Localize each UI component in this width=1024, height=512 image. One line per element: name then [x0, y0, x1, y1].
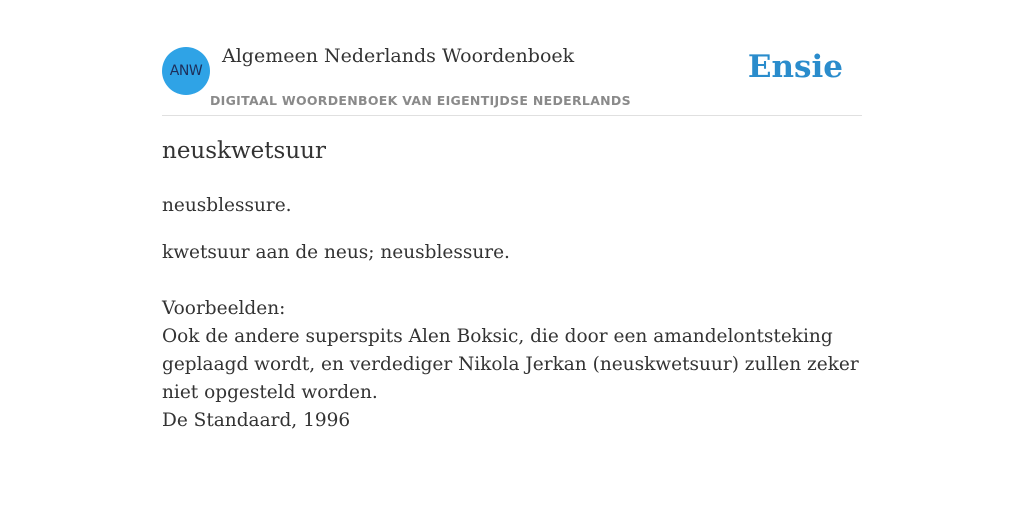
example-text: Ook de andere superspits Alen Boksic, die door een amandelontsteking geplaagd wordt, en verdediger Nikola Jerkan (neuskwetsuur) zullen zeker niet opgesteld worden. [162, 326, 859, 403]
anw-logo[interactable] [162, 47, 210, 95]
ensie-brand-link[interactable]: Ensie [747, 49, 843, 85]
content-container [162, 0, 862, 431]
examples-heading: Voorbeelden: [162, 298, 286, 319]
site-subtitle: DIGITAAL WOORDENBOEK VAN EIGENTIJDSE NEDERLANDS [210, 93, 631, 108]
site-title[interactable]: Algemeen Nederlands Woordenboek [222, 45, 575, 67]
entry-term: neuskwetsuur [162, 138, 326, 164]
definition-short: neusblessure. [162, 195, 292, 216]
logo-text: ANW [169, 63, 203, 79]
site-header [162, 0, 862, 116]
example-source: De Standaard, 1996 [162, 410, 351, 431]
definition-long: kwetsuur aan de neus; neusblessure. [162, 242, 510, 263]
examples-section [162, 295, 862, 435]
